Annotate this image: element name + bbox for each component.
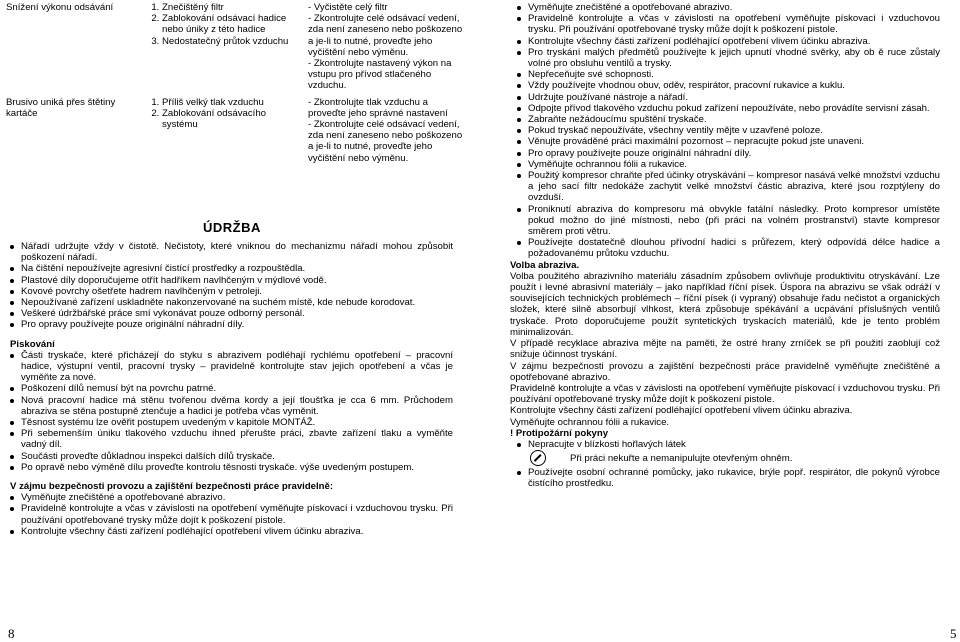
remedy-cell [305,2,471,92]
list-item: Věnujte prováděné práci maximální pozornost – nepracujte pokud jste unaveni. [510,136,940,147]
nozzles-list [3,350,453,473]
list-item: Nepoužívané zařízení uskladněte nakonzervované na suchém místě, kde nebude korodovat. [3,297,453,308]
fire-warning-row [510,450,940,467]
list-item: Vždy používejte vhodnou obuv, oděv, respirátor, pracovní rukavice a kuklu. [510,80,940,91]
nozzles-heading: Piskování [10,338,55,350]
maintenance-section [3,241,453,537]
paragraph: Volba použitého abrazivního materiálu zásadním způsobem ovlivňuje produktivitu otryskávání. Lze použít i levné abrasivní materiály – jako například říční písek. Úspora na abrazivu se však odráží v souvisejících technických problémech – říční písek (i vypraný) obsahuje řadu nečistot a organických složek, které silně absorbují vlhkost, která způsobuje spékávání a ucpávání příslušných ventilů tryskače. Proto doporučujeme použít syntetických tryskacích materiálů, kde je tento problém minimalizován. [510,270,940,338]
paragraph: Pravidelně kontrolujte a včas v závislosti na opotřebení vyměňujte pískovací i vzduchovou trysku. Při používání opotřebované trysky může dojít k poškození pistole. [510,382,940,406]
list-item: Kontrolujte všechny části zařízení podléhající opotřebení vlivem účinku abraziva. [3,526,453,537]
list-item: Těsnost systému lze ověřit postupem uvedeným v kapitole MONTÁŽ. [3,417,453,428]
list-item: Plastové díly doporučujeme otřít hadříkem navlhčeným v mýdlové vodě. [3,275,453,286]
no-smoking-icon [530,450,546,466]
list-item: Odpojte přívod tlakového vzduchu pokud zařízení nepoužíváte, nebo provádíte servisní zásah. [510,103,940,114]
list-item: Části tryskače, které přicházejí do styku s abrazivem podléhají rychlému opotřebení – pracovní hadice, výstupní ventil, pracovní trysky – pravidelně kontrolujte stav jejich opotřebení a včas je vyměňte za nové. [3,350,453,384]
list-item: Nářadí udržujte vždy v čistotě. Nečistoty, které vniknou do mechanizmu nářadí mohou způsobit poškození nářadí. [3,241,453,263]
safety-list [3,492,453,537]
list-item: Vyměňujte znečištěné a opotřebované abrazivo. [3,492,453,503]
maintenance-title: ÚDRŽBA [203,220,261,235]
fire-heading: ! Protipožární pokyny [510,427,609,439]
list-item: Vyměňujte ochrannou fólii a rukavice. [510,159,940,170]
list-item: Zabraňte nežádoucímu spuštění tryskače. [510,114,940,125]
fire-list [510,439,940,450]
remedy-line: - Zkontrolujte celé odsávací vedení, zda není zaneseno nebo poškozeno a je-li to nutné, proveďte jeho vyčištění nebo výměnu. [308,13,463,58]
list-item: Používejte dostatečně dlouhou přívodní hadici s průřezem, který odpovídá délce hadice a požadovanému průtoku vzduchu. [510,237,940,259]
abrasive-heading: Volba abraziva. [510,259,580,271]
troubleshooting-table [3,2,471,164]
table-row [3,2,471,92]
causes-cell [147,2,305,92]
paragraph: Vyměňujte ochrannou fólii a rukavice. [510,416,670,428]
problem-cell: Snížení výkonu odsávání [6,2,114,13]
cause-item: 2. Zablokování odsávací hadice nebo úniky z této hadice [162,13,302,35]
list-item: Kontrolujte všechny části zařízení podléhající opotřebení vlivem účinku abraziva. [510,36,940,47]
list-item: Nepřeceňujte své schopnosti. [510,69,940,80]
list-item: Kovové povrchy ošetřete hadrem navlhčeným v petroleji. [3,286,453,297]
cause-item: 1. Znečištěný filtr [162,2,302,13]
right-content [510,2,940,490]
list-item: Pravidelně kontrolujte a včas v závislosti na opotřebení vyměňujte pískovací i vzduchovou trysku. Při používání opotřebované trysky může dojít k poškození pistole. [3,503,453,525]
list-item: Součásti proveďte důkladnou inspekci dalších dílů tryskače. [3,451,453,462]
remedy-cell [305,92,471,164]
list-item: Použitý kompresor chraňte před účinky otryskávání – kompresor nasává velké množství vzduchu a jeho sací filtr nedokáže zachytit velké množství částic abraziva, které jsou rozptýleny do ovzduší. [510,170,940,204]
paragraph: Kontrolujte všechny části zařízení podléhající opotřebení vlivem účinku abraziva. [510,405,853,417]
safety-heading: V zájmu bezpečnosti provozu a zajištění bezpečnosti práce pravidelně: [10,481,334,493]
safety-list-right [510,2,940,260]
table-row [3,92,471,164]
fire-warning-text: Při práci nekuřte a nemanipulujte otevřeným ohněm. [570,453,793,465]
paragraph: V případě recyklace abraziva mějte na paměti, že ostré hrany zrníček se při použití zaoblují což snižuje účinnost tryskání. [510,338,940,361]
abrasive-text [510,271,940,428]
list-item: Pro opravy používejte pouze originální náhradní díly. [3,319,453,330]
list-item: Po opravě nebo výměně dílu proveďte kontrolu těsnosti tryskače. výše uvedeným postupem. [3,462,453,473]
page-number-left: 8 [8,626,15,641]
list-item: Udržujte používané nástroje a nářadí. [510,92,940,103]
fire-exclaim-list [510,467,940,489]
list-item: Při sebemenším úniku tlakového vzduchu ihned přerušte práci, zbavte zařízení tlaku a vyměňte vadný díl. [3,428,453,450]
list-item: Nová pracovní hadice má stěnu tvořenou dvěma kordy a její tloušťka je cca 6 mm. Průchodem abraziva se stěna postupně ztenčuje a hadici je potřeba včas vyměnit. [3,395,453,417]
cause-item: 2. Zablokování odsávacího systému [162,108,302,130]
cause-item: 1. Příliš velký tlak vzduchu [162,97,302,108]
list-item: Vyměňujte znečištěné a opotřebované abrazivo. [510,2,940,13]
maintenance-list [3,241,453,331]
remedy-line: - Zkontrolujte tlak vzduchu a proveďte jeho správné nastavení [308,96,448,119]
list-item: Pro opravy používejte pouze originální náhradní díly. [510,148,940,159]
problem-cell: Brusivo uniká přes štětiny kartáče [6,96,116,119]
remedy-line: - Zkontrolujte nastavený výkon na vstupu pro přívod stlačeného vzduchu. [308,58,452,92]
remedy-line: - Vyčistěte celý filtr [308,2,388,13]
cause-item: 3. Nedostatečný průtok vzduchu [162,36,302,47]
right-page [480,0,960,642]
list-item: Pokud tryskač nepoužíváte, všechny ventily mějte v uzavřené poloze. [510,125,940,136]
list-item: Pravidelně kontrolujte a včas v závislosti na opotřebení vyměňujte pískovací i vzduchovou trysku. Při používání opotřebované trysky může dojít k poškození pistole. [510,13,940,35]
paragraph: V zájmu bezpečnosti provozu a zajištění bezpečnosti práce pravidelně vyměňujte znečištěné a opotřebované abrazivo. [510,360,940,383]
list-item: Na čištění nepoužívejte agresivní čistící prostředky a rozpouštědla. [3,263,453,274]
list-item: Pro tryskání malých předmětů používejte k jejich upnutí vhodné svěrky, aby ob ě ruce zůstaly volné pro obsluhu ventilů a trysky. [510,47,940,69]
remedy-line: - Zkontrolujte celé odsávací vedení, zda není zaneseno nebo poškozeno a je-li to nutné, proveďte jeho vyčištění nebo výměnu. [308,119,463,164]
list-item: Veškeré údržbářské práce smí vykonávat pouze odborný personál. [3,308,453,319]
list-item: Poškození dílů nemusí být na povrchu patrné. [3,383,453,394]
list-item: Nepracujte v blízkosti hořlavých látek [510,439,940,450]
list-item: Proniknutí abraziva do kompresoru má obvykle fatální následky. Proto kompresor umístěte pokud možno do jiné místnosti, nebo (při práci na volném prostranství) stavte kompresor směrem proti větru. [510,204,940,238]
causes-cell [147,92,305,164]
list-item: Používejte osobní ochranné pomůcky, jako rukavice, brýle popř. respirátor, dle pokynů výrobce čistícího prostředku. [510,467,940,489]
page-number-right: 5 [950,626,957,641]
